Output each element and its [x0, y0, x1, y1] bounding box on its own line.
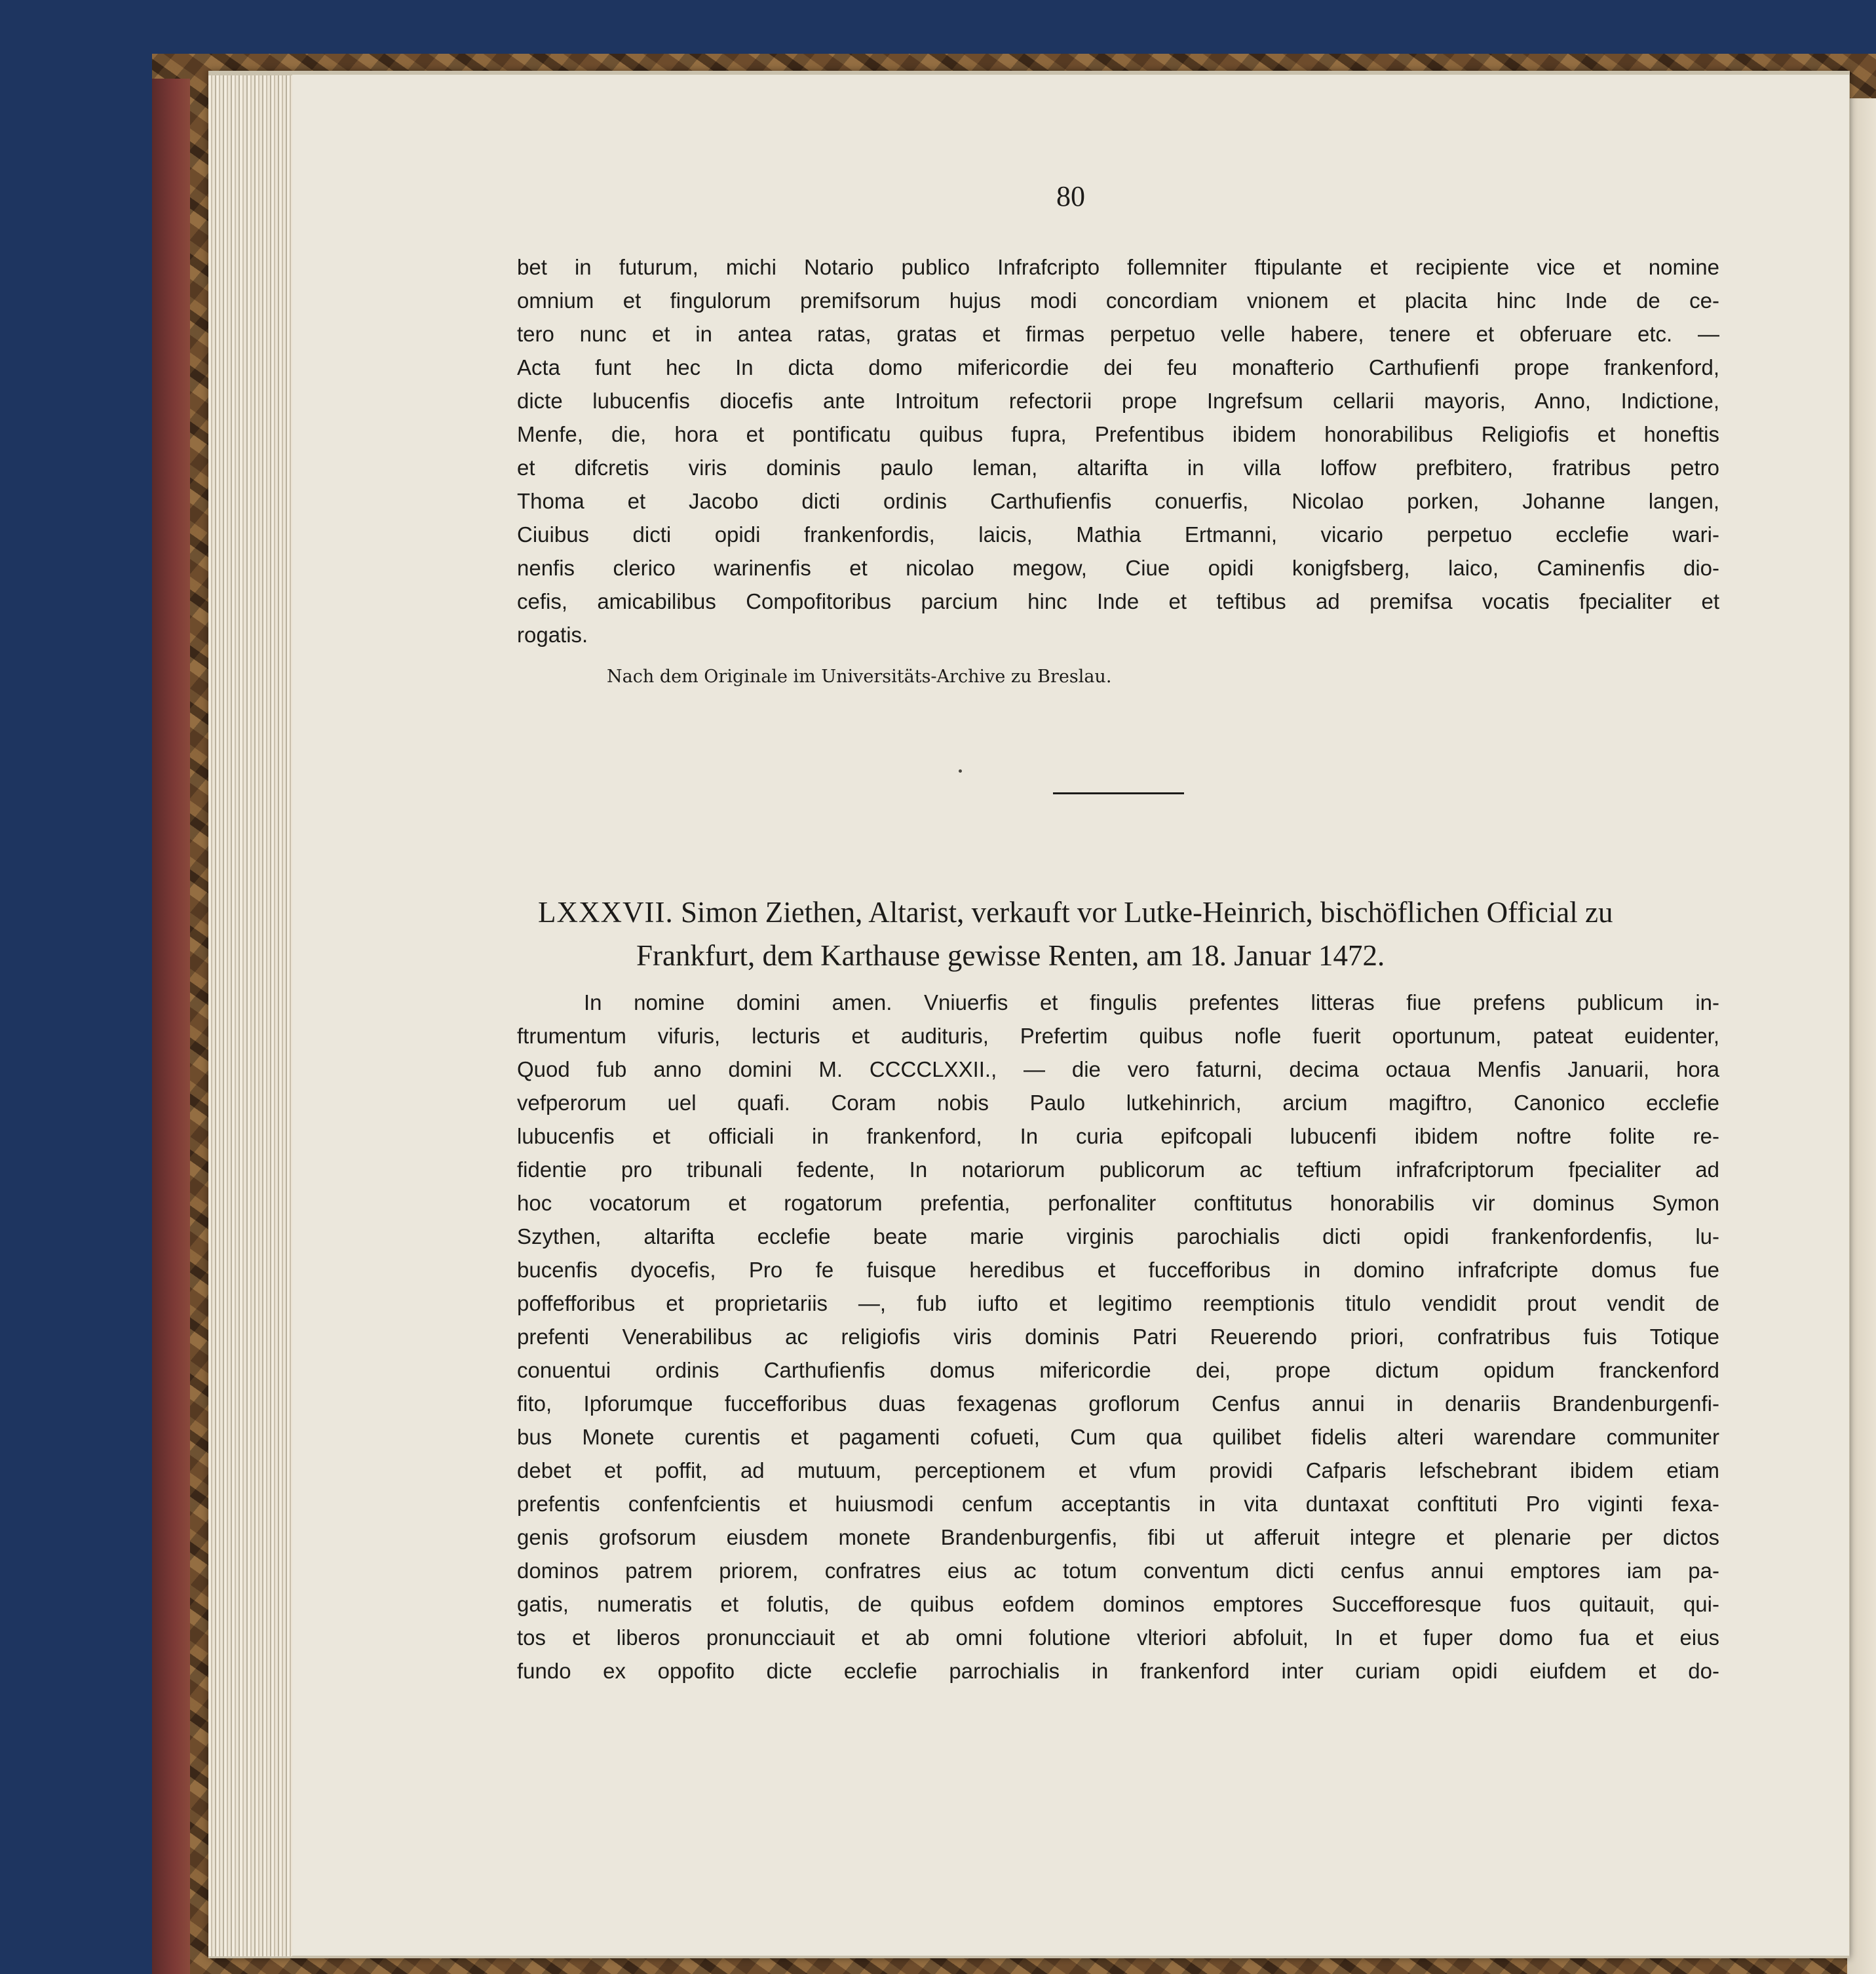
text-line: dominos patrem priorem, confratres eius ac totum conventum dicti cenfus annui emptores iam pa-	[517, 1558, 1719, 1583]
heading-line-1: Simon Ziethen, Altarist, verkauft vor Lutke-Heinrich, bischöflichen Official zu	[680, 896, 1613, 929]
text-line: omnium et fingulorum premifsorum hujus modi concordiam vnionem et placita hinc Inde de ce-	[517, 288, 1719, 313]
text-line: poffefforibus et proprietariis —, fub iufto et legitimo reemptionis titulo vendidit prout vendit de	[517, 1291, 1719, 1315]
cover-spine-edge	[152, 79, 190, 1974]
lower-text-block	[517, 986, 1719, 1688]
text-line: tero nunc et in antea ratas, gratas et firmas perpetuo velle habere, tenere et obferuare etc. —	[517, 322, 1719, 346]
text-line: Thoma et Jacobo dicti ordinis Carthufienfis conuerfis, Nicolao porken, Johanne langen,	[517, 489, 1719, 513]
text-line: dicte lubucenfis diocefis ante Introitum refectorii prope Ingrefsum cellarii mayoris, Anno, Indictione,	[517, 389, 1719, 413]
document-heading	[538, 891, 1717, 977]
text-line: hoc vocatorum et rogatorum prefentia, perfonaliter conftitutus honorabilis vir dominus Symon	[517, 1191, 1719, 1215]
text-line: fidentie pro tribunali fedente, In notariorum publicorum ac teftium infrafcriptorum fpecialiter ad	[517, 1157, 1719, 1182]
text-line: bus Monete curentis et pagamenti cofueti, Cum qua quilibet fidelis alteri warendare communiter	[517, 1425, 1719, 1449]
text-line: prefenti Venerabilibus ac religiofis viris dominis Patri Reuerendo priori, confratribus fuis Totique	[517, 1325, 1719, 1349]
text-line: debet et poffit, ad mutuum, perceptionem et vfum providi Cafparis lefschebrant ibidem etiam	[517, 1458, 1719, 1482]
text-line: cefis, amicabilibus Compofitoribus parcium hinc Inde et teftibus ad premifsa vocatis fpecialiter et	[517, 589, 1719, 613]
source-note: Nach dem Originale im Universitäts-Archive zu Breslau.	[607, 667, 1112, 687]
text-line: bucenfis dyocefis, Pro fe fuisque heredibus et fuccefforibus in domino infrafcripte domus fue	[517, 1258, 1719, 1282]
text-line: tos et liberos pronuncciauit et ab omni folutione vlteriori abfoluit, In et fuper domo fua et eius	[517, 1625, 1719, 1650]
text-line: bet in futurum, michi Notario publico Infrafcripto follemniter ftipulante et recipiente vice et nomine	[517, 255, 1719, 279]
text-line: fundo ex oppofito dicte ecclefie parrochialis in frankenford inter curiam opidi eiufdem et do-	[517, 1659, 1719, 1683]
text-line: nenfis clerico warinenfis et nicolao megow, Ciue opidi konigfsberg, laico, Caminenfis dio-	[517, 556, 1719, 580]
text-line: Quod fub anno domini M. CCCCLXXII., — die vero faturni, decima octaua Menfis Januarii, hora	[517, 1057, 1719, 1081]
upper-text-block	[517, 250, 1719, 651]
text-line: Szythen, altarifta ecclefie beate marie virginis parochialis dicti opidi frankenfordenfis, lu-	[517, 1224, 1719, 1248]
print-speck	[959, 769, 962, 773]
text-line: prefentis confenfcientis et huiusmodi cenfum acceptantis in vita duntaxat conftituti Pro viginti fexa-	[517, 1492, 1719, 1516]
text-line: In nomine domini amen. Vniuerfis et fingulis prefentes litteras fiue prefens publicum in-	[584, 990, 1719, 1015]
document-number: LXXXVII.	[538, 896, 674, 929]
text-line: conuentui ordinis Carthufienfis domus mifericordie dei, prope dictum opidum franckenford	[517, 1358, 1719, 1382]
text-line: Ciuibus dicti opidi frankenfordis, laicis, Mathia Ertmanni, vicario perpetuo ecclefie wari-	[517, 522, 1719, 547]
heading-line-2: Frankfurt, dem Karthause gewisse Renten, am 18. Januar 1472.	[636, 939, 1385, 972]
facing-page-edge	[1847, 98, 1876, 1974]
text-line: lubucenfis et officiali in frankenford, In curia epifcopali lubucenfi ibidem noftre folite re-	[517, 1124, 1719, 1148]
book-page	[292, 75, 1849, 1956]
text-line: rogatis.	[517, 623, 588, 647]
section-divider	[1053, 792, 1184, 794]
text-line: gatis, numeratis et folutis, de quibus eofdem dominos emptores Succefforesque fuos quitauit, qui-	[517, 1592, 1719, 1616]
text-line: et difcretis viris dominis paulo leman, altarifta in villa loffow prefbitero, fratribus petro	[517, 455, 1719, 480]
text-line: ftrumentum vifuris, lecturis et audituris, Prefertim quibus nofle fuerit oportunum, pateat euidenter,	[517, 1024, 1719, 1048]
page-number: 80	[1056, 180, 1085, 212]
page-stack-edges	[208, 75, 292, 1956]
text-line: Menfe, die, hora et pontificatu quibus fupra, Prefentibus ibidem honorabilibus Religiofis et honeftis	[517, 422, 1719, 446]
text-line: genis grofsorum eiusdem monete Brandenburgenfis, fibi ut afferuit integre et plenarie per dictos	[517, 1525, 1719, 1549]
text-line: fito, Ipforumque fuccefforibus duas fexagenas groflorum Cenfus annui in denariis Brandenburgenfi-	[517, 1391, 1719, 1416]
text-line: vefperorum uel quafi. Coram nobis Paulo lutkehinrich, arcium magiftro, Canonico ecclefie	[517, 1091, 1719, 1115]
text-line: Acta funt hec In dicta domo mifericordie dei feu monafterio Carthufienfi prope frankenford,	[517, 355, 1719, 379]
